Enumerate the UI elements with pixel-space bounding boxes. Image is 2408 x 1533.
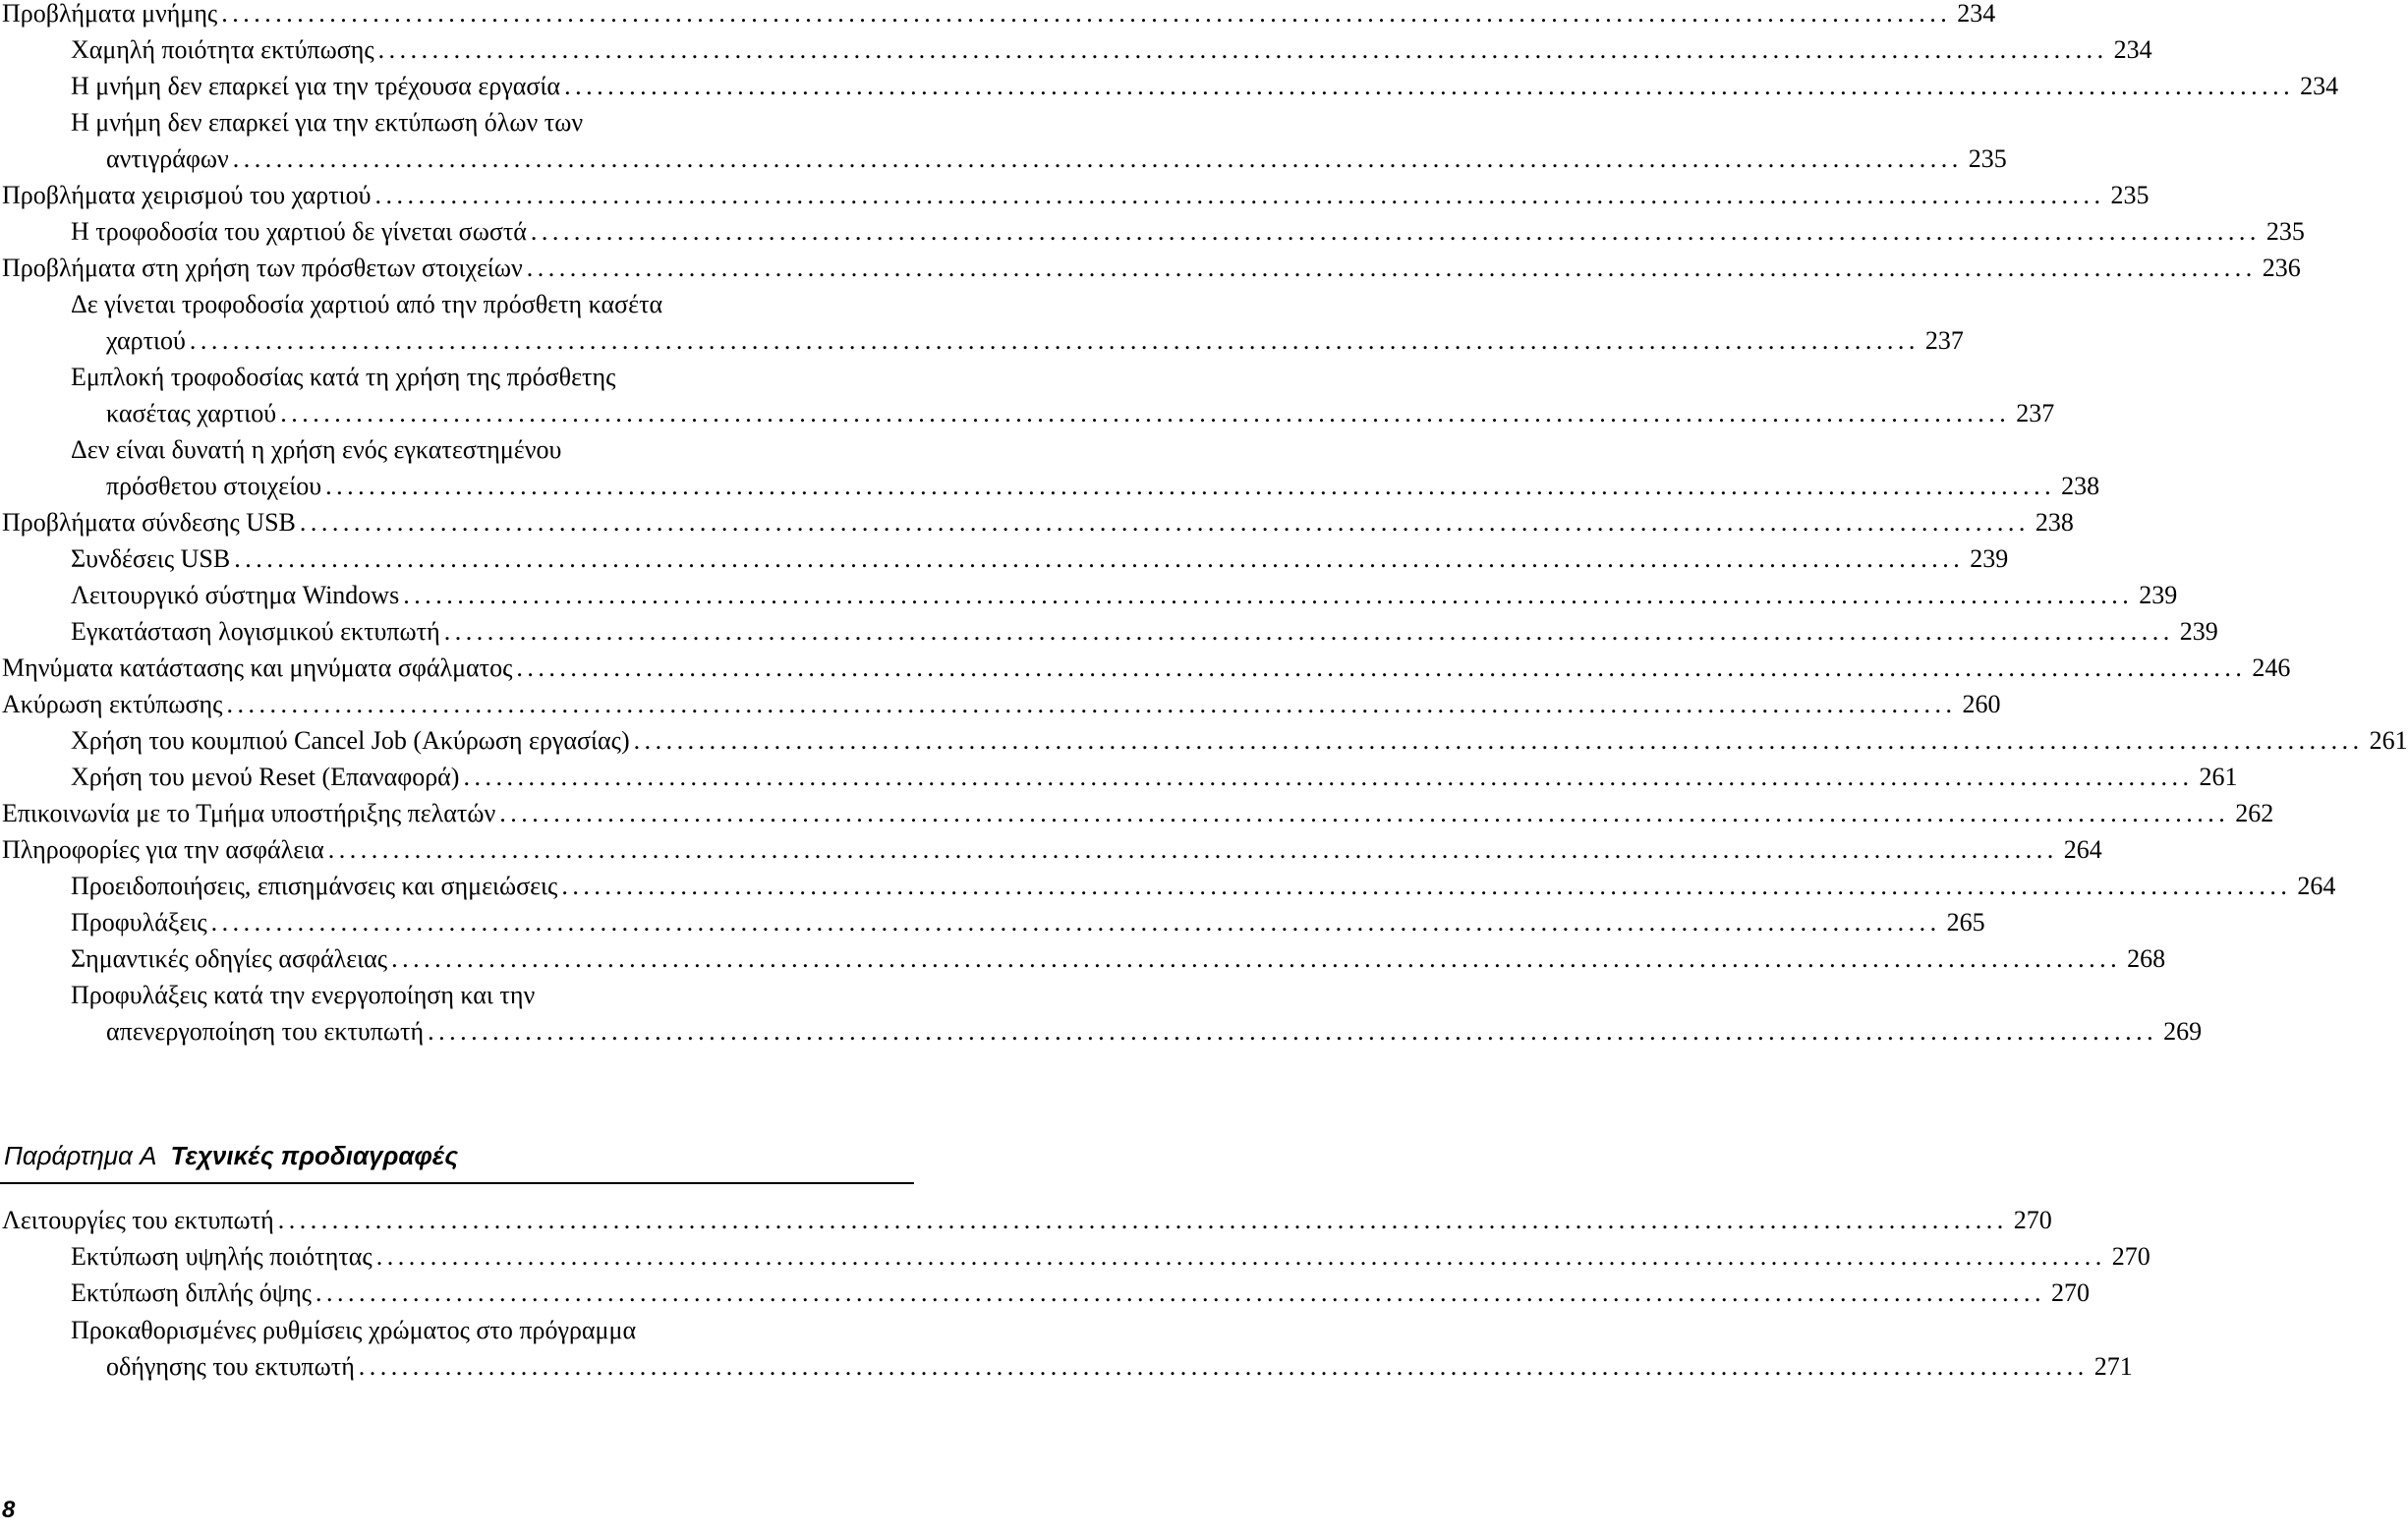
dot-leader [516, 651, 2246, 686]
toc-entry-label: Εγκατάσταση λογισμικού εκτυπωτή [71, 617, 440, 646]
appendix-title: Τεχνικές προδιαγραφές [170, 1141, 459, 1170]
toc-entry-page: 237 [1924, 326, 1964, 355]
dot-leader [527, 251, 2257, 286]
toc-entry-wrapped-line [0, 978, 535, 1013]
toc-entry-page: 237 [2016, 399, 2055, 427]
toc-entry-page: 270 [2050, 1278, 2090, 1307]
dot-leader [403, 578, 2133, 613]
toc-entry-label: Δεν είναι δυνατή η χρήση ενός εγκατεστημένου [71, 435, 562, 464]
toc-entry-label: πρόσθετου στοιχείου [106, 472, 322, 500]
dot-leader [211, 905, 1941, 940]
toc-entry-label: Σημαντικές οδηγίες ασφάλειας [71, 944, 388, 973]
toc-entry-label: Χρήση του μενού Reset (Επαναφορά) [71, 763, 460, 791]
toc-entry-page: 264 [2063, 835, 2102, 864]
dot-leader [499, 796, 2229, 831]
dot-leader [328, 832, 2058, 868]
toc-entry-wrapped-line [0, 360, 615, 395]
toc-entry-label: Προβλήματα μνήμης [2, 0, 218, 28]
toc-entry-page: 236 [2262, 254, 2301, 282]
toc-entry[interactable] [0, 760, 2238, 795]
toc-entry-label: Ακύρωση εκτύπωσης [2, 690, 223, 718]
toc-entry[interactable] [0, 796, 2274, 831]
toc-entry-label: Η μνήμη δεν επαρκεί για την εκτύπωση όλων των [71, 108, 584, 137]
toc-entry-label: Εκτύπωση υψηλής ποιότητας [71, 1242, 373, 1271]
toc-entry-wrapped-line [0, 1313, 636, 1348]
toc-entry[interactable] [0, 578, 2178, 613]
dot-leader [278, 1203, 2008, 1238]
dot-leader [531, 214, 2261, 250]
toc-entry-page: 269 [2163, 1017, 2203, 1046]
toc-entry-page: 246 [2252, 653, 2291, 682]
toc-entry-page: 262 [2235, 799, 2274, 827]
toc-entry-wrapped-line [0, 105, 583, 141]
toc-entry[interactable] [0, 651, 2291, 686]
toc-entry-label: Χαμηλή ποιότητα εκτύπωσης [71, 35, 374, 64]
toc-entry-label: Επικοινωνία με το Τμήμα υποστήριξης πελατών [2, 799, 496, 827]
dot-leader [561, 869, 2291, 904]
dot-leader [428, 1014, 2157, 1050]
toc-entry-page: 260 [1962, 690, 2001, 718]
toc-entry[interactable] [0, 941, 2166, 977]
toc-entry[interactable] [0, 505, 2074, 540]
toc-entry[interactable] [0, 323, 1964, 359]
toc-entry-label: χαρτιού [106, 326, 186, 355]
toc-entry-label: Προφυλάξεις [71, 908, 207, 937]
toc-entry[interactable] [0, 0, 1996, 31]
toc-entry-label: Προκαθορισμένες ρυθμίσεις χρώματος στο πρόγραμμα [71, 1316, 637, 1344]
toc-entry[interactable] [0, 869, 2336, 904]
toc-entry-label: Προειδοποιήσεις, επισημάνσεις και σημειώσεις [71, 872, 558, 900]
toc-entry[interactable] [0, 723, 2408, 759]
toc-entry[interactable] [0, 905, 1985, 940]
toc-entry-page: 270 [2111, 1242, 2150, 1271]
toc-entry-label: Συνδέσεις USB [71, 544, 231, 573]
toc-entry-label: Χρήση του κουμπιού Cancel Job (Ακύρωση εργασίας) [71, 726, 630, 755]
dot-leader [376, 1239, 2106, 1275]
toc-entry-page: 239 [2179, 617, 2218, 646]
toc-entry[interactable] [0, 832, 2102, 868]
toc-entry-label: Λειτουργίες του εκτυπωτή [2, 1206, 274, 1234]
toc-entry-page: 238 [2035, 508, 2074, 537]
toc-entry-page: 234 [2113, 35, 2152, 64]
toc-entry[interactable] [0, 142, 2007, 177]
toc-entry-label: κασέτας χαρτιού [106, 399, 277, 427]
dot-leader [226, 687, 1956, 722]
toc-entry-page: 234 [2300, 72, 2339, 100]
toc-entry-page: 270 [2013, 1206, 2052, 1234]
toc-entry-page: 235 [1968, 144, 2007, 173]
dot-leader [634, 723, 2364, 759]
toc-entry-label: αντιγράφων [106, 144, 229, 173]
page-number: 8 [2, 1497, 16, 1523]
toc-entry[interactable] [0, 1276, 2090, 1311]
dot-leader [234, 541, 1964, 577]
toc-entry-label: οδήγησης του εκτυπωτή [106, 1352, 355, 1381]
toc-entry-page: 265 [1946, 908, 1985, 937]
toc-entry[interactable] [0, 178, 2150, 213]
toc-entry-page: 271 [2093, 1352, 2133, 1381]
toc-entry-label: Λειτουργικό σύστημα Windows [71, 581, 400, 609]
toc-entry-page: 268 [2127, 944, 2166, 973]
dot-leader [463, 760, 2193, 795]
toc-entry-label: Δε γίνεται τροφοδοσία χαρτιού από την πρόσθετη κασέτα [71, 290, 663, 318]
dot-leader [378, 32, 2108, 68]
toc-entry-label: Προβλήματα στη χρήση των πρόσθετων στοιχείων [2, 254, 523, 282]
toc-entry-wrapped-line [0, 432, 561, 468]
dot-leader [444, 614, 2174, 650]
toc-entry-page: 261 [2199, 763, 2238, 791]
toc-entry[interactable] [0, 32, 2152, 68]
toc-entry[interactable] [0, 1349, 2133, 1385]
toc-entry[interactable] [0, 541, 2009, 577]
toc-entry-page: 264 [2297, 872, 2336, 900]
toc-entry[interactable] [0, 614, 2218, 650]
dot-leader [300, 505, 2030, 540]
toc-entry-label: Μηνύματα κατάστασης και μηνύματα σφάλματος [2, 653, 513, 682]
toc-entry-label: Η τροφοδοσία του χαρτιού δε γίνεται σωστά [71, 217, 527, 246]
toc-entry[interactable] [0, 69, 2339, 104]
dot-leader [325, 469, 2055, 504]
toc-entry[interactable] [0, 396, 2055, 431]
toc-entry[interactable] [0, 214, 2305, 250]
toc-entry-label: Εκτύπωση διπλής όψης [71, 1278, 312, 1307]
appendix-prefix: Παράρτημα A [4, 1141, 157, 1170]
dot-leader [564, 69, 2294, 104]
toc-entry[interactable] [0, 687, 2001, 722]
toc-entry-page: 235 [2110, 181, 2150, 209]
dot-leader [391, 941, 2121, 977]
appendix-divider [0, 1182, 914, 1184]
toc-entry-page: 238 [2061, 472, 2100, 500]
toc-entry-label: Προβλήματα χειρισμού του χαρτιού [2, 181, 372, 209]
toc-entry-label: Πληροφορίες για την ασφάλεια [2, 835, 324, 864]
dot-leader [233, 142, 1963, 177]
toc-entry[interactable] [0, 1014, 2203, 1050]
toc-entry[interactable] [0, 469, 2100, 504]
dot-leader [280, 396, 2010, 431]
toc-entry[interactable] [0, 1203, 2052, 1238]
toc-entry-page: 239 [1970, 544, 2009, 573]
toc-entry-wrapped-line [0, 287, 662, 322]
toc-entry-label: Εμπλοκή τροφοδοσίας κατά τη χρήση της πρόσθετης [71, 363, 616, 391]
dot-leader [190, 323, 1920, 359]
toc-entry-label: απενεργοποίηση του εκτυπωτή [106, 1017, 425, 1046]
toc-entry-label: Η μνήμη δεν επαρκεί για την τρέχουσα εργασία [71, 72, 561, 100]
toc-entry-label: Προφυλάξεις κατά την ενεργοποίηση και την [71, 981, 536, 1009]
dot-leader [359, 1349, 2089, 1385]
toc-entry[interactable] [0, 1239, 2150, 1275]
toc-entry[interactable] [0, 251, 2301, 286]
toc-entry-page: 234 [1957, 0, 1996, 28]
toc-entry-page: 235 [2265, 217, 2305, 246]
dot-leader [375, 178, 2105, 213]
dot-leader [221, 0, 1951, 31]
dot-leader [315, 1276, 2045, 1311]
toc-entry-page: 261 [2369, 726, 2408, 755]
toc-entry-page: 239 [2139, 581, 2178, 609]
appendix-heading [0, 1138, 918, 1173]
toc-entry-label: Προβλήματα σύνδεσης USB [2, 508, 296, 537]
